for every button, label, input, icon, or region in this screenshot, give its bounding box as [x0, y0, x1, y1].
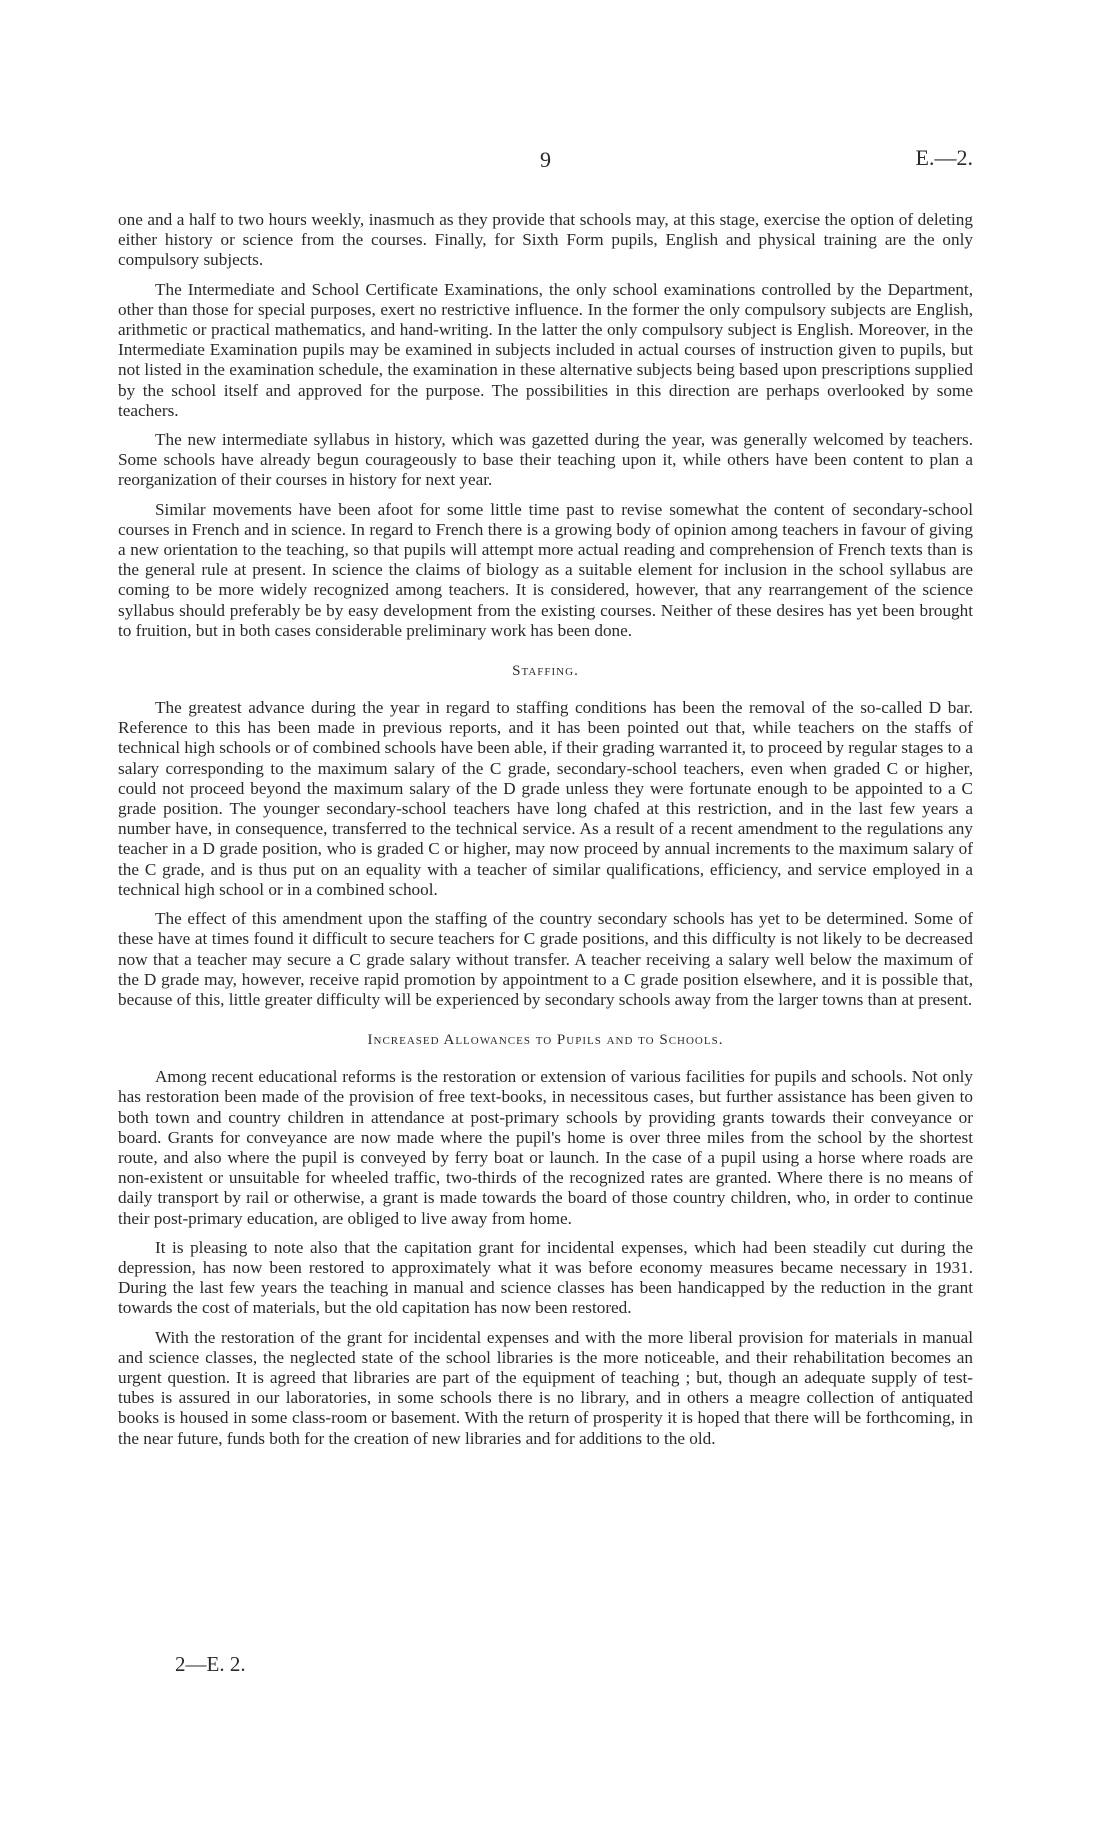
paragraph: The Intermediate and School Certificate Examinations, the only school examinations controlled by the Department, other than those for special purposes, exert no restrictive influence. In the former the only compulsory subjects are English, arithmetic or practical mathematics, and hand-writing. In the latter the only compulsory subject is English. Moreover, in the Intermediate Examination pupils may be examined in subjects included in actual courses of instruction given to pupils, but not listed in the examination schedule, the examination in these alternative subjects being based upon prescriptions supplied by the school itself and approved for the purpose. The possibilities in this direction are perhaps overlooked by some teachers. — [118, 279, 973, 420]
document-page — [118, 0, 973, 1458]
allowances-section — [118, 1032, 973, 1449]
paragraph: one and a half to two hours weekly, inasmuch as they provide that schools may, at this stage, exercise the option of deleting either history or science from the courses. Finally, for Sixth Form pupils, English and physical training are the only compulsory subjects. — [118, 210, 973, 270]
staffing-section — [118, 663, 973, 1010]
section-heading-staffing: Staffing. — [512, 663, 579, 680]
paragraph: Among recent educational reforms is the restoration or extension of various facilities for pupils and schools. Not only has restoration been made of the provision of free text-books, in necessitous cases, but further assistance has been given to both town and country children in attendance at post-primary schools by providing grants towards their conveyance or board. Grants for conveyance are now made where the pupil's home is over three miles from the school by the shortest route, and also where the pupil is conveyed by ferry boat or launch. In the case of a pupil using a horse where roads are non-existent or unsuitable for wheeled traffic, two-thirds of the recognized rates are granted. Where there is no means of daily transport by rail or otherwise, a grant is made towards the board of those country children, who, in order to continue their post-primary education, are obliged to live away from home. — [118, 1067, 973, 1228]
intro-section — [118, 210, 973, 641]
paragraph: The greatest advance during the year in regard to staffing conditions has been the removal of the so-called D bar. Reference to this has been made in previous reports, and it has been pointed out that, while teachers on the staffs of technical high schools or of combined schools have been able, if their grading warranted it, to proceed by regular stages to a salary corresponding to the maximum salary of the C grade, secondary-school teachers, even when graded C or higher, could not proceed beyond the maximum salary of the D grade unless they were fortunate enough to be appointed to a C grade position. The younger secondary-school teachers have long chafed at this restriction, and in the last few years a number have, in consequence, transferred to the technical service. As a result of a recent amendment to the regulations any teacher in a D grade position, who is graded C or higher, may now proceed by annual increments to the maximum salary of the C grade, and is thus put on an equality with a teacher of similar qualifications, efficiency, and service employed in a technical high school or in a combined school. — [118, 698, 973, 899]
section-heading-allowances: Increased Allowances to Pupils and to Schools. — [367, 1032, 724, 1049]
paragraph: With the restoration of the grant for incidental expenses and with the more liberal provision for materials in manual and science classes, the neglected state of the school libraries is the more noticeable, and their rehabilitation becomes an urgent question. It is agreed that libraries are part of the equipment of teaching ; but, though an adequate supply of test-tubes is assured in our laboratories, in some schools there is no library, and in others a meagre collection of antiquated books is housed in some class-room or basement. With the return of prosperity it is hoped that there will be forthcoming, in the near future, funds both for the creation of new libraries and for additions to the old. — [118, 1327, 973, 1448]
paragraph: Similar movements have been afoot for some little time past to revise somewhat the content of secondary-school courses in French and in science. In regard to French there is a growing body of opinion among teachers in favour of giving a new orientation to the teaching, so that pupils will attempt more actual reading and comprehension of French texts than is the general rule at present. In science the claims of biology as a suitable element for inclusion in the school syllabus are coming to be more widely recognized among teachers. It is considered, however, that any rearrangement of the science syllabus should preferably be by easy development from the existing courses. Neither of these desires has yet been brought to fruition, but in both cases considerable preliminary work has been done. — [118, 499, 973, 640]
footer-signature-ref: 2—E. 2. — [175, 1652, 246, 1676]
paragraph: The new intermediate syllabus in history, which was gazetted during the year, was generally welcomed by teachers. Some schools have already begun courageously to base their teaching upon it, while others have been content to plan a reorganization of their courses in history for next year. — [118, 430, 973, 490]
page-header — [118, 0, 973, 210]
paragraph: The effect of this amendment upon the staffing of the country secondary schools has yet to be determined. Some of these have at times found it difficult to secure teachers for C grade positions, and this difficulty is not likely to be decreased now that a teacher may secure a C grade salary without transfer. A teacher receiving a salary well below the maximum of the D grade may, however, receive rapid promotion by appointment to a C grade position elsewhere, and it is possible that, because of this, little greater difficulty will be experienced by secondary schools away from the larger towns than at present. — [118, 909, 973, 1009]
page-number: 9 — [540, 147, 551, 172]
paragraph: It is pleasing to note also that the capitation grant for incidental expenses, which had been steadily cut during the depression, has now been restored to approximately what it was before economy measures became necessary in 1931. During the last few years the teaching in manual and science classes has been handicapped by the reduction in the grant towards the cost of materials, but the old capitation has now been restored. — [118, 1237, 973, 1318]
document-reference: E.—2. — [915, 145, 973, 170]
